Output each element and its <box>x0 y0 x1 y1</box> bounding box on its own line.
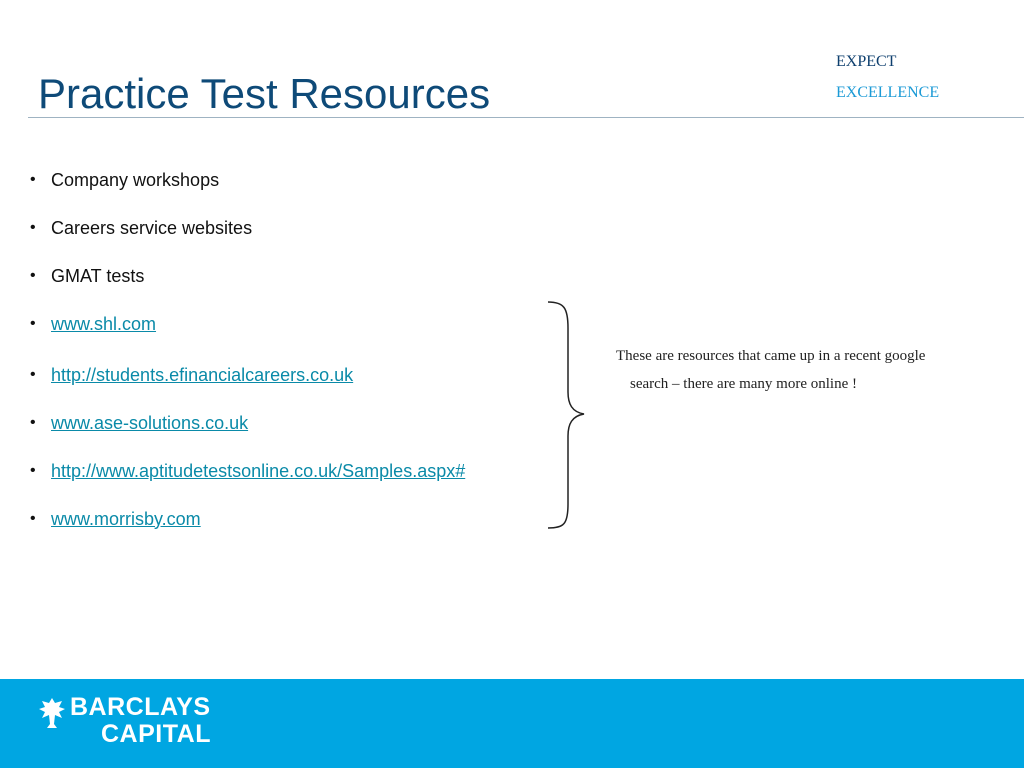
list-item <box>30 363 465 387</box>
footer-banner <box>0 679 1024 768</box>
list-item <box>30 312 465 336</box>
bullet-icon: • <box>30 462 36 479</box>
bullet-icon: • <box>30 267 36 284</box>
logo-line-1: BARCLAYS <box>70 693 211 721</box>
tagline-line-2: EXCELLENCE <box>836 84 940 101</box>
link-ase-solutions[interactable]: www.ase-solutions.co.uk <box>51 412 249 433</box>
list-item <box>30 168 465 192</box>
tagline <box>836 46 939 108</box>
link-aptitudetestsonline[interactable]: http://www.aptitudetestsonline.co.uk/Samples.aspx# <box>51 460 466 481</box>
bullet-icon: • <box>30 414 36 431</box>
tagline-line-1: EXPECT <box>836 53 897 70</box>
title-divider <box>28 117 1024 118</box>
list-item <box>30 459 465 483</box>
logo-line-2: CAPITAL <box>101 720 211 748</box>
list-item <box>30 507 465 531</box>
bullet-icon: • <box>30 315 36 332</box>
eagle-icon <box>38 696 66 730</box>
list-item <box>30 216 465 240</box>
bullet-icon: • <box>30 171 36 188</box>
link-efinancialcareers[interactable]: http://students.efinancialcareers.co.uk <box>51 364 354 385</box>
link-shl[interactable]: www.shl.com <box>51 313 157 334</box>
bullet-icon: • <box>30 219 36 236</box>
barclays-capital-logo <box>38 694 211 748</box>
link-morrisby[interactable]: www.morrisby.com <box>51 508 201 529</box>
bullet-icon: • <box>30 366 36 383</box>
bullet-icon: • <box>30 510 36 527</box>
list-item <box>30 411 465 435</box>
list-item-text: Careers service websites <box>51 217 253 238</box>
resources-note: These are resources that came up in a recent google search – there are many more online ! <box>616 348 926 392</box>
list-item-text: Company workshops <box>51 169 220 190</box>
list-item-text: GMAT tests <box>51 265 145 286</box>
list-item <box>30 264 465 288</box>
resource-list <box>30 168 465 531</box>
slide-title: Practice Test Resources <box>38 70 491 117</box>
curly-brace-icon <box>546 300 586 532</box>
